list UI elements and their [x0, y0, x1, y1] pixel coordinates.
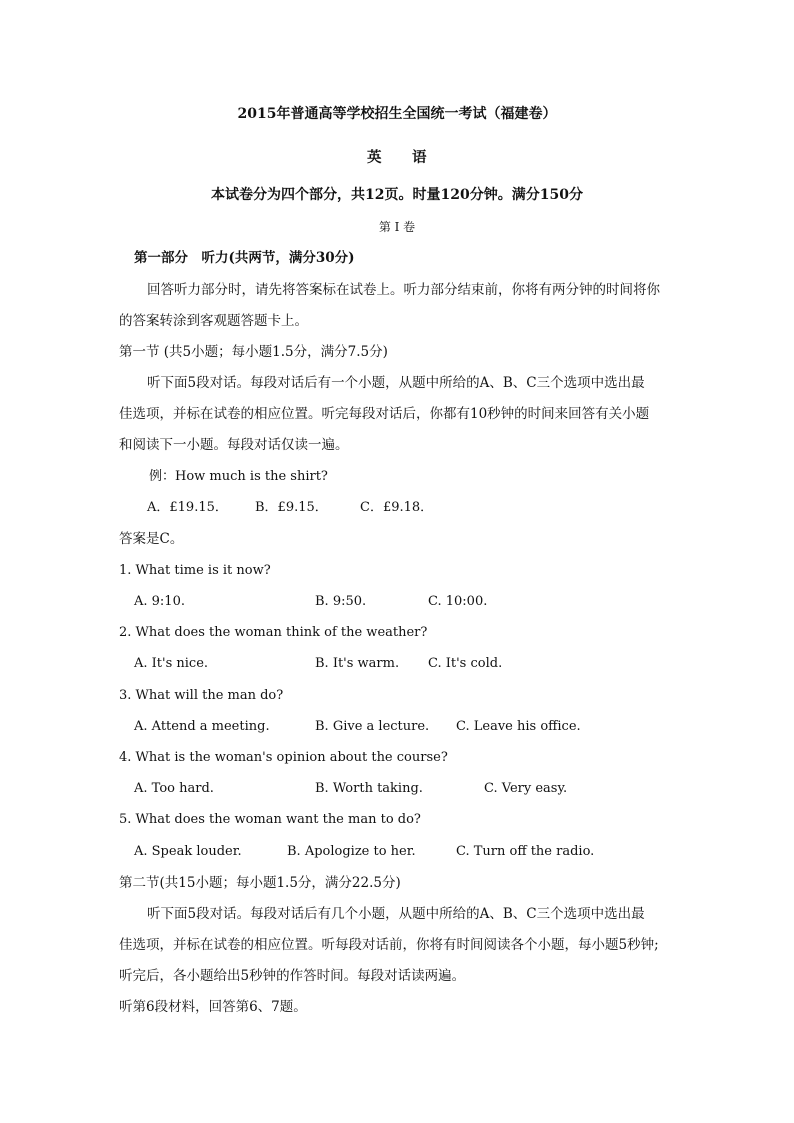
option-b: B. Apologize to her. — [287, 844, 416, 859]
part1-intro-line: 的答案转涂到客观题答题卡上。 — [119, 313, 308, 329]
section2-instruction-line: 佳选项，并标在试卷的相应位置。听每段对话前，你将有时间阅读各个小题，每小题5秒钟; — [119, 937, 659, 953]
material-instruction: 听第6段材料，回答第6、7题。 — [119, 999, 307, 1015]
option-b: B. Worth taking. — [315, 781, 423, 796]
option-a: A. 9:10. — [134, 594, 185, 609]
section1-heading: 第一节 (共5小题；每小题1.5分，满分7.5分) — [119, 344, 388, 360]
section1-instruction-line: 佳选项，并标在试卷的相应位置。听完每段对话后，你都有10秒钟的时间来回答有关小题 — [119, 406, 650, 422]
section1-instruction-line: 和阅读下一小题。每段对话仅读一遍。 — [119, 437, 349, 453]
section2-instruction-line: 听下面5段对话。每段对话后有几个小题，从题中所给的A、B、C三个选项中选出最 — [147, 906, 645, 922]
option-a: A. Attend a meeting. — [134, 719, 270, 734]
question-3: 3. What will the man do? — [119, 688, 284, 703]
question-5: 5. What does the woman want the man to do? — [119, 812, 421, 827]
option-c: C. Turn off the radio. — [456, 844, 595, 859]
section1-instruction-line: 听下面5段对话。每段对话后有一个小题，从题中所给的A、B、C三个选项中选出最 — [147, 375, 645, 391]
part1-heading: 第一部分 听力(共两节，满分30分) — [134, 250, 355, 266]
example-option-b: B．£9.15． — [255, 500, 328, 515]
option-c: C. It's cold. — [428, 656, 503, 671]
section2-heading: 第二节(共15小题；每小题1.5分，满分22.5分) — [119, 875, 401, 891]
question-2: 2. What does the woman think of the weather? — [119, 625, 428, 640]
example-option-a: A．£19.15． — [147, 500, 228, 515]
part1-intro-line: 回答听力部分时，请先将答案标在试卷上。听力部分结束前，你将有两分钟的时间将你 — [147, 282, 660, 298]
option-c: C. Leave his office. — [456, 719, 581, 734]
option-a: A. Speak louder. — [134, 844, 242, 859]
option-c: C. 10:00. — [428, 594, 488, 609]
option-b: B. Give a lecture. — [315, 719, 430, 734]
option-b: B. 9:50. — [315, 594, 367, 609]
exam-title: 2015年普通高等学校招生全国统一考试（福建卷） — [237, 106, 557, 122]
subject-title: 英 语 — [367, 149, 427, 166]
option-b: B. It's warm. — [315, 656, 400, 671]
example-question: 例：How much is the shirt? — [149, 469, 328, 484]
option-a: A. It's nice. — [134, 656, 209, 671]
question-1: 1. What time is it now? — [119, 563, 271, 578]
section2-instruction-line: 听完后，各小题给出5秒钟的作答时间。每段对话读两遍。 — [119, 968, 466, 984]
question-4: 4. What is the woman's opinion about the course? — [119, 750, 448, 765]
example-option-c: C．£9.18． — [360, 500, 434, 515]
example-answer: 答案是C。 — [119, 531, 184, 547]
volume-label: 第 Ⅰ 卷 — [378, 220, 416, 234]
option-c: C. Very easy. — [484, 781, 568, 796]
exam-info: 本试卷分为四个部分，共12页。时量120分钟。满分150分 — [211, 187, 583, 203]
option-a: A. Too hard. — [134, 781, 214, 796]
